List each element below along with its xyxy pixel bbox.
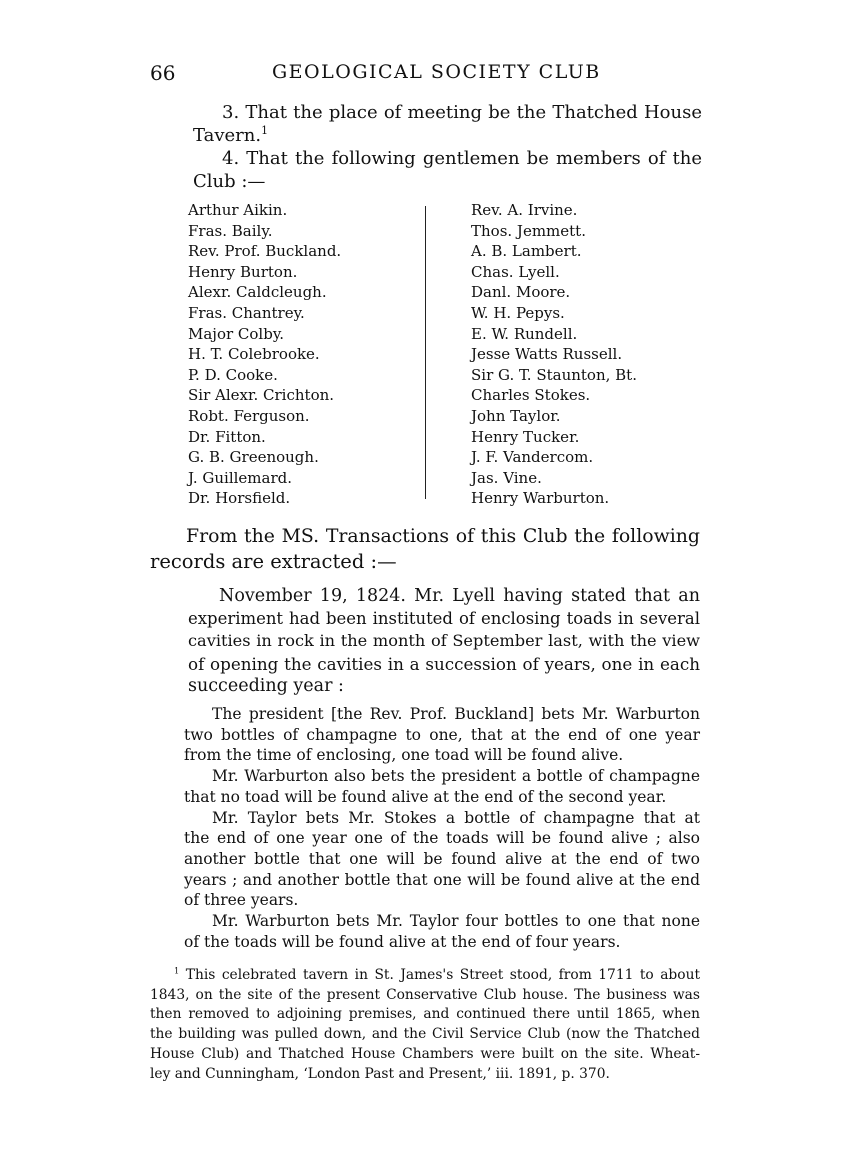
footnote-marker: 1: [174, 965, 180, 976]
intro-line: records are extracted :—: [150, 550, 397, 573]
footnote-line: then removed to adjoining premises, and continued there until 1865, when: [150, 1006, 700, 1023]
member-name: Henry Burton.: [188, 262, 298, 281]
bet-line: from the time of enclosing, one toad will be found alive.: [184, 746, 624, 765]
bet-line: the end of one year one of the toads will be found alive ; also: [184, 829, 700, 848]
member-name: J. Guillemard.: [188, 468, 293, 487]
footnote-line: the building was pulled down, and the Civil Service Club (now the Thatched: [150, 1026, 700, 1043]
member-name: Jas. Vine.: [471, 468, 542, 487]
resolution-3-line-2: Tavern.$^1$: [193, 124, 268, 146]
page-number: 66: [150, 61, 176, 85]
member-name: Jesse Watts Russell.: [471, 345, 623, 364]
member-name: Chas. Lyell.: [471, 262, 560, 281]
bet-line: The president [the Rev. Prof. Buckland] bets Mr. Warburton: [212, 705, 700, 723]
footnote-line: ley and Cunningham, ‘London Past and Present,’ iii. 1891, p. 370.: [150, 1065, 610, 1082]
entry-line: November 19, 1824. Mr. Lyell having stated that an: [219, 586, 700, 606]
members-left-column: [188, 200, 341, 509]
footnote-line: House Club) and Thatched House Chambers were built on the site. Wheat-: [150, 1045, 700, 1062]
footnote-line: 1843, on the site of the present Conservative Club house. The business was: [150, 986, 700, 1003]
members-right-column: [471, 200, 637, 509]
member-name: Sir Alexr. Crichton.: [188, 386, 335, 405]
member-name: Henry Tucker.: [471, 427, 580, 446]
resolution-3-line-1: 3. That the place of meeting be the Thatched House: [222, 102, 702, 123]
member-name: Danl. Moore.: [471, 283, 571, 302]
member-name: Sir G. T. Staunton, Bt.: [471, 365, 637, 384]
footnote-line: $^1$ This celebrated tavern in St. James's Street stood, from 1711 to about: [174, 965, 701, 983]
bet-line: another bottle that one will be found alive at the end of two: [184, 849, 700, 868]
member-name: Dr. Horsfield.: [188, 489, 291, 508]
footnote-reference: 1: [261, 124, 268, 137]
member-name: H. T. Colebrooke.: [188, 345, 320, 364]
member-name: P. D. Cooke.: [188, 365, 278, 384]
bet-line: Mr. Taylor bets Mr. Stokes a bottle of champagne that at: [212, 808, 700, 827]
bet-line: Mr. Warburton bets Mr. Taylor four bottles to one that none: [212, 912, 700, 930]
bet-line: Mr. Warburton also bets the president a bottle of champagne: [212, 767, 700, 786]
member-name: J. F. Vandercom.: [471, 448, 594, 467]
member-name: E. W. Rundell.: [471, 324, 578, 343]
bet-line: years ; and another bottle that one will be found alive at the end: [184, 870, 700, 889]
resolution-4-line-2: Club :—: [193, 171, 266, 192]
bet-line: of the toads will be found alive at the end of four years.: [184, 932, 621, 951]
member-name: Dr. Fitton.: [188, 427, 266, 446]
member-name: Rev. A. Irvine.: [471, 201, 578, 219]
column-divider: [425, 206, 426, 499]
member-name: Alexr. Caldcleugh.: [188, 283, 327, 302]
resolution-4-line-1: 4. That the following gentlemen be members of the: [222, 148, 702, 169]
member-name: Thos. Jemmett.: [471, 221, 586, 240]
member-name: Charles Stokes.: [471, 386, 591, 405]
entry-line: of opening the cavities in a succession of years, one in each: [188, 653, 700, 674]
bet-line: two bottles of champagne to one, that at the end of one year: [184, 725, 700, 744]
member-name: Arthur Aikin.: [188, 201, 288, 219]
member-name: G. B. Greenough.: [188, 448, 319, 467]
entry-line: experiment had been instituted of enclosing toads in several: [188, 608, 700, 628]
intro-line: From the MS. Transactions of this Club the following: [186, 525, 700, 547]
member-name: Fras. Chantrey.: [188, 303, 305, 322]
member-name: Major Colby.: [188, 324, 285, 343]
entry-line: cavities in rock in the month of September last, with the view: [188, 631, 700, 650]
member-name: Henry Warburton.: [471, 489, 610, 508]
member-name: Robt. Ferguson.: [188, 406, 310, 425]
member-name: A. B. Lambert.: [471, 242, 582, 261]
running-title: GEOLOGICAL SOCIETY CLUB: [272, 61, 601, 83]
entry-line: succeeding year :: [188, 676, 344, 696]
bet-line: of three years.: [184, 891, 299, 910]
member-name: John Taylor.: [471, 406, 561, 425]
member-name: Rev. Prof. Buckland.: [188, 242, 342, 261]
member-name: Fras. Baily.: [188, 221, 273, 240]
member-name: W. H. Pepys.: [471, 303, 565, 322]
bet-line: that no toad will be found alive at the end of the second year.: [184, 787, 667, 806]
